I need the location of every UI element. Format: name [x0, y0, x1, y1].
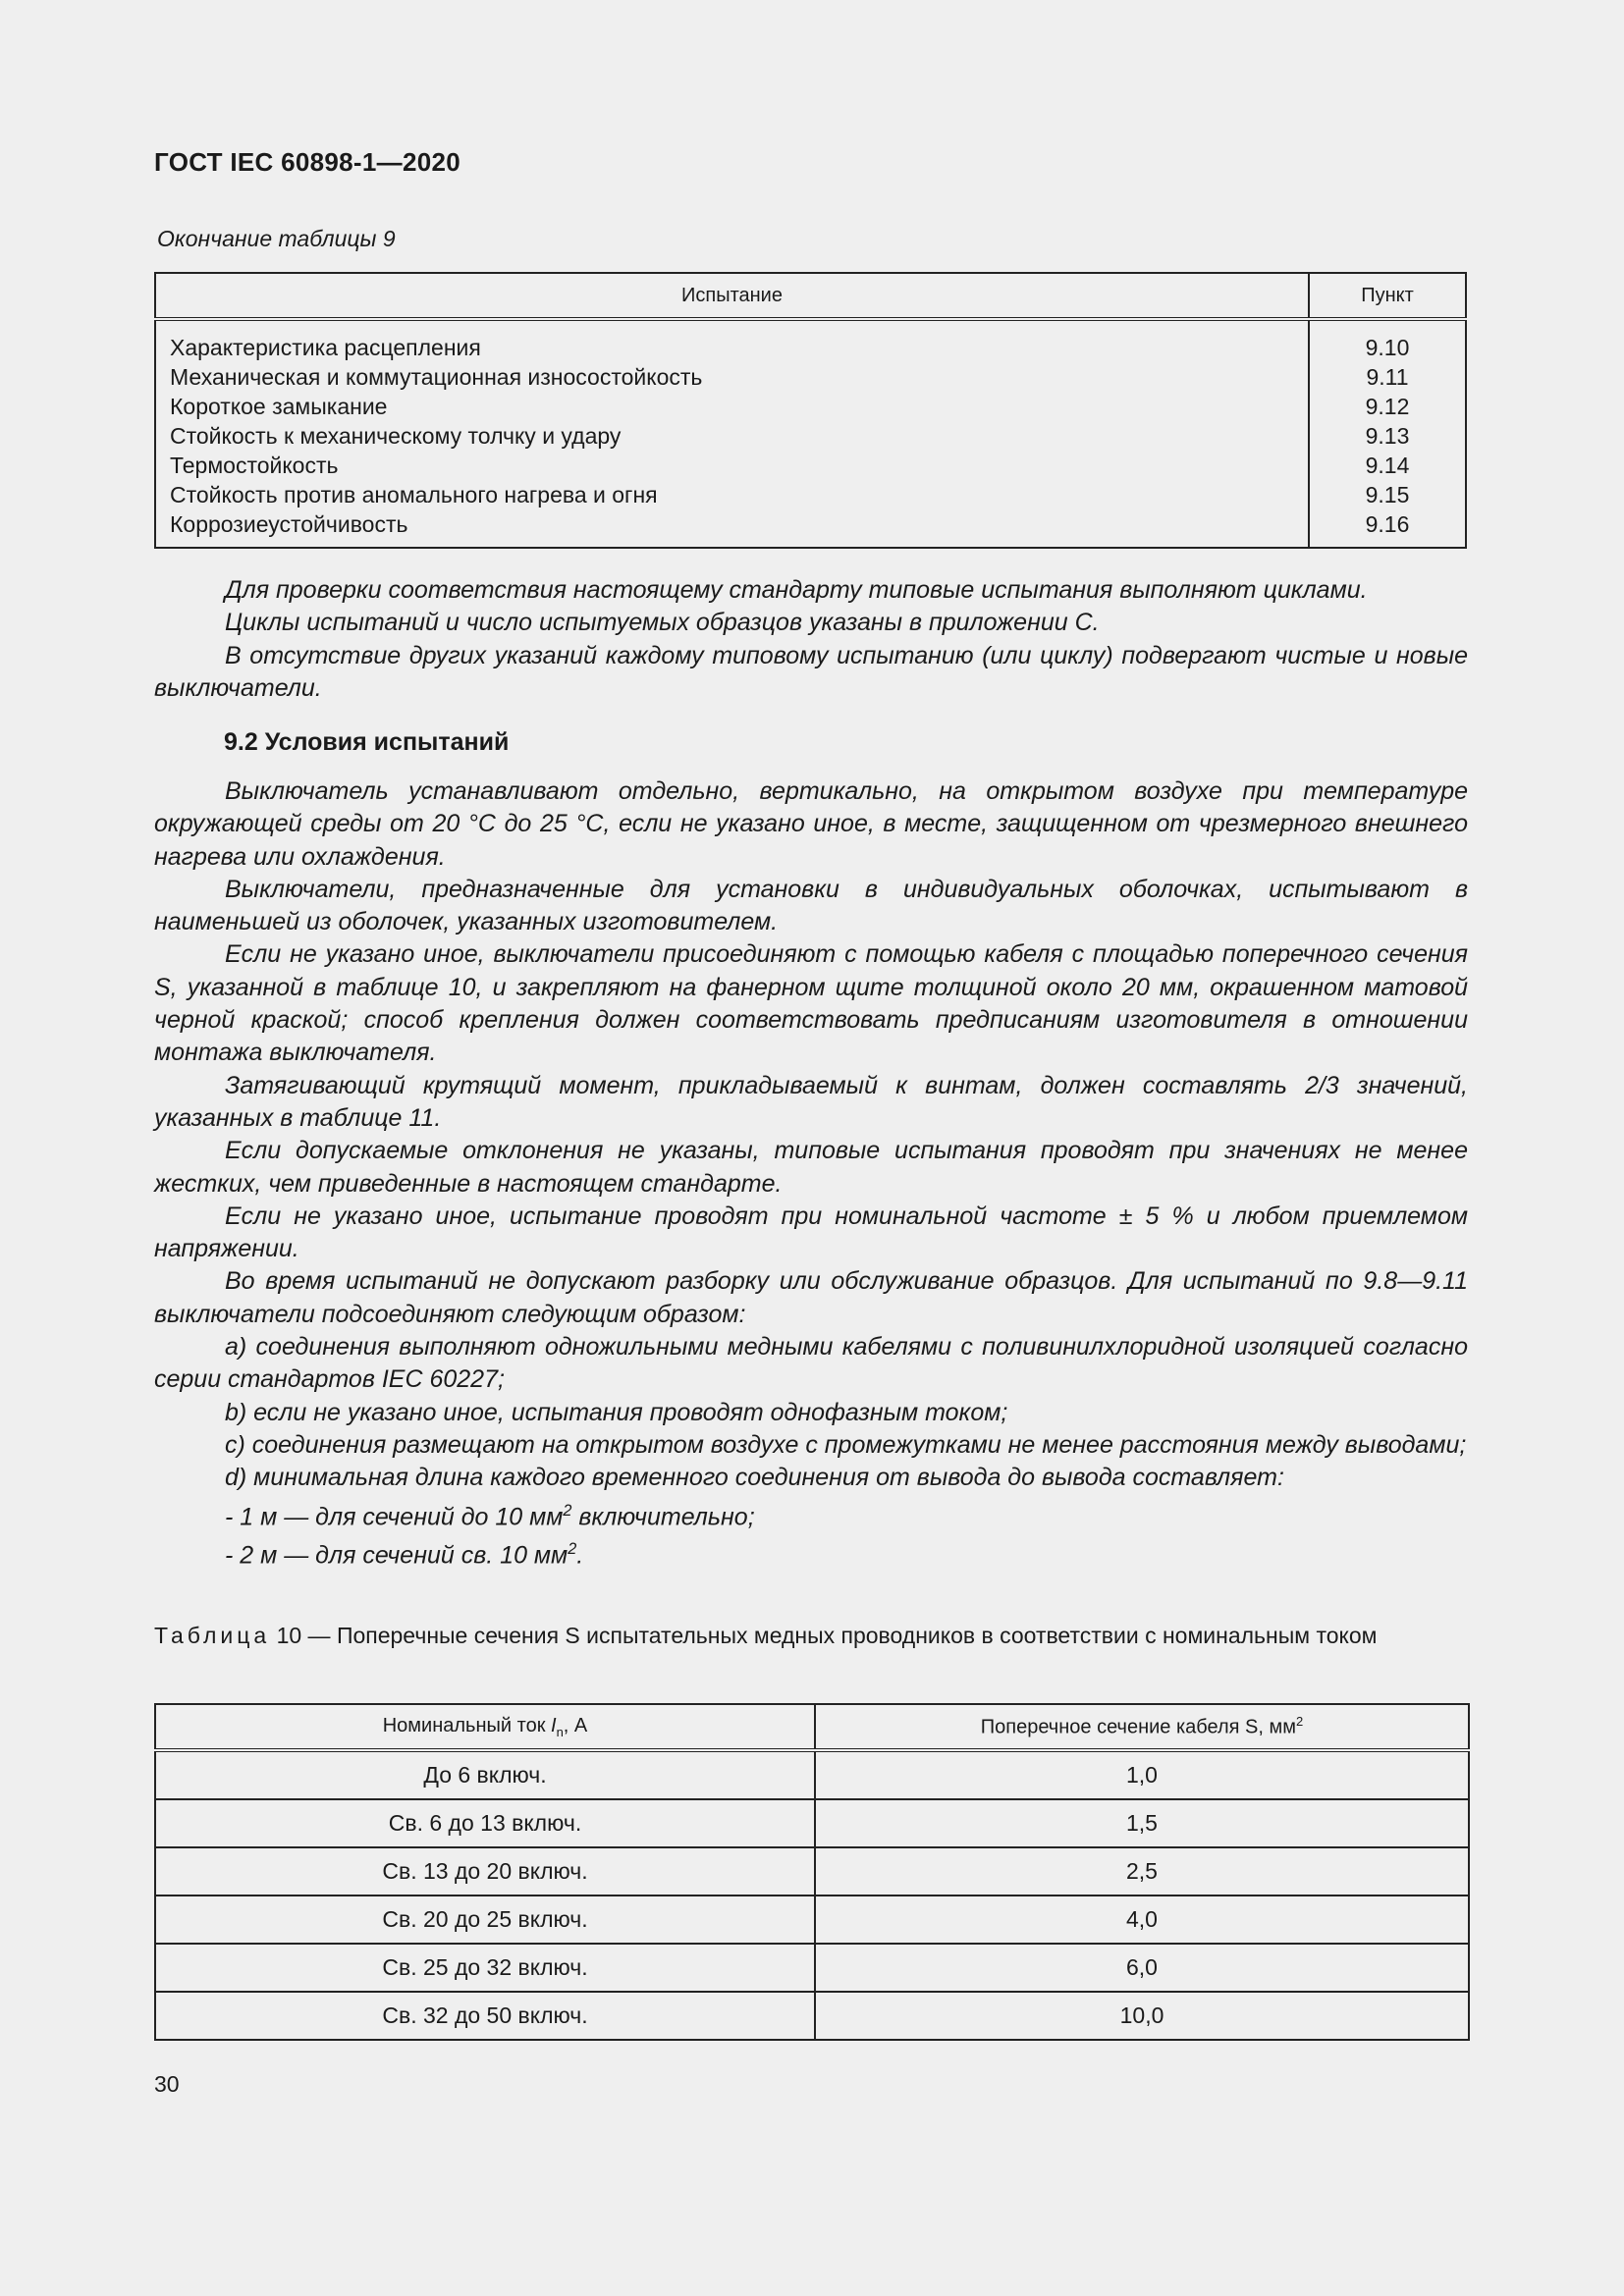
rated-current-cell: Св. 32 до 50 включ.: [155, 1992, 815, 2040]
page-number: 30: [154, 2071, 180, 2097]
cross-section-cell: 6,0: [815, 1944, 1469, 1992]
table9-clause: 9.13: [1365, 423, 1410, 449]
table-row: [155, 1847, 1469, 1896]
header-unit: , А: [563, 1714, 588, 1736]
length-rule-1: - 1 м — для сечений до 10 мм: [225, 1502, 564, 1530]
table9-clause: 9.14: [1365, 453, 1410, 478]
table10-caption-label: Таблица: [154, 1623, 271, 1648]
rated-current-cell: Св. 6 до 13 включ.: [155, 1799, 815, 1847]
table9-caption: Окончание таблицы 9: [157, 226, 396, 251]
table9-clause: 9.11: [1366, 364, 1409, 390]
section-paragraph: d) минимальная длина каждого временного соединения от вывода до вывода составляет:: [225, 1464, 1284, 1492]
header-text: Номинальный ток: [382, 1714, 551, 1736]
table9-test: Механическая и коммутационная износостойкость: [170, 364, 703, 390]
section-paragraph: Выключатели, предназначенные для установки в индивидуальных оболочках, испытывают в наименьшей из оболочек, указанных изготовителем.: [154, 875, 1468, 936]
length-rule-1-end: включительно;: [571, 1502, 755, 1530]
section-paragraph: Затягивающий крутящий момент, прикладываемый к винтам, должен составлять 2/3 значений, указанных в таблице 11.: [154, 1071, 1468, 1132]
intro-text: [154, 574, 1468, 705]
table9-tests-cell: [155, 319, 1309, 548]
section-heading: 9.2 Условия испытаний: [224, 728, 510, 756]
cross-section-cell: 2,5: [815, 1847, 1469, 1896]
intro-paragraph: В отсутствие других указаний каждому типовому испытанию (или циклу) подвергают чистые и новые выключатели.: [154, 641, 1468, 702]
intro-paragraph: Циклы испытаний и число испытуемых образцов указаны в приложении С.: [225, 609, 1100, 637]
header-text: Поперечное сечение кабеля S, мм: [980, 1716, 1296, 1738]
rated-current-cell: До 6 включ.: [155, 1750, 815, 1799]
table10-caption: [154, 1622, 1468, 1649]
length-rule-2: - 2 м — для сечений св. 10 мм: [225, 1541, 568, 1570]
section-paragraph: Если не указано иное, выключатели присоединяют с помощью кабеля с площадью поперечного сечения S, указанной в таблице 10, и закрепляют на фанерном щите толщиной около 20 мм, окрашенном матовой черной краской; способ крепления должен соответствовать предписаниям изготовителя в отношении монтажа выключателя.: [154, 940, 1468, 1067]
document-header: ГОСТ IEC 60898-1—2020: [154, 147, 460, 177]
section-paragraph: Во время испытаний не допускают разборку или обслуживание образцов. Для испытаний по 9.8—9.11 выключатели подсоединяют следующим образом:: [154, 1267, 1468, 1328]
table9-clause: 9.10: [1365, 335, 1410, 360]
current-symbol: I: [551, 1714, 557, 1736]
superscript: 2: [563, 1501, 572, 1520]
section-paragraph: b) если не указано иное, испытания проводят однофазным током;: [225, 1398, 1008, 1426]
table9-clauses-cell: [1309, 319, 1466, 548]
section-paragraph: Если допускаемые отклонения не указаны, типовые испытания проводят при значениях не менее жестких, чем приведенные в настоящем стандарте.: [154, 1137, 1468, 1198]
superscript: 2: [568, 1540, 577, 1559]
table9-test: Короткое замыкание: [170, 394, 388, 419]
section-text: [154, 775, 1468, 1573]
intro-paragraph: Для проверки соответствия настоящему стандарту типовые испытания выполняют циклами.: [225, 576, 1368, 604]
table9-header-clause: Пункт: [1309, 273, 1466, 319]
section-paragraph: Выключатель устанавливают отдельно, вертикально, на открытом воздухе при температуре окружающей среды от 20 °С до 25 °С, если не указано иное, в месте, защищенном от чрезмерного внешнего нагрева или охлаждения.: [154, 777, 1468, 871]
section-paragraph: [154, 1533, 1468, 1573]
table9-clause: 9.12: [1365, 394, 1410, 419]
section-paragraph: [154, 1495, 1468, 1534]
table10-header-section: [815, 1704, 1469, 1750]
table9-clause: 9.16: [1365, 511, 1410, 537]
table10-header-current: [155, 1704, 815, 1750]
table9-test: Характеристика расцепления: [170, 335, 481, 360]
table9-test: Стойкость против аномального нагрева и огня: [170, 482, 658, 507]
rated-current-cell: Св. 25 до 32 включ.: [155, 1944, 815, 1992]
rated-current-cell: Св. 20 до 25 включ.: [155, 1896, 815, 1944]
cross-section-cell: 1,0: [1126, 1762, 1158, 1788]
table-10: [154, 1703, 1470, 2041]
table-row: [155, 1896, 1469, 1944]
current-subscript: n: [556, 1724, 564, 1739]
section-paragraph: Если не указано иное, испытание проводят при номинальной частоте ± 5 % и любом приемлемом напряжении.: [154, 1201, 1468, 1263]
length-rule-2-end: .: [576, 1541, 584, 1570]
table-9: [154, 272, 1467, 549]
table-row: [155, 1944, 1469, 1992]
cross-section-cell: 10,0: [815, 1992, 1469, 2040]
table9-test: Коррозиеустойчивость: [170, 511, 408, 537]
table10-caption-text: 10 — Поперечные сечения S испытательных медных проводников в соответствии с номинальным током: [276, 1623, 1378, 1648]
table9-test: Термостойкость: [170, 453, 339, 478]
cross-section-cell: 4,0: [815, 1896, 1469, 1944]
header-superscript: 2: [1295, 1714, 1304, 1730]
table-row: [155, 1992, 1469, 2040]
cross-section-cell: 1,5: [815, 1799, 1469, 1847]
rated-current-cell: Св. 13 до 20 включ.: [155, 1847, 815, 1896]
table9-clause: 9.15: [1365, 482, 1410, 507]
section-paragraph: с) соединения размещают на открытом воздухе с промежутками не менее расстояния между выводами;: [225, 1430, 1467, 1459]
table9-test: Стойкость к механическому толчку и удару: [170, 423, 622, 449]
section-paragraph: а) соединения выполняют одножильными медными кабелями с поливинилхлоридной изоляцией согласно серии стандартов IEC 60227;: [154, 1333, 1468, 1394]
table-row: [155, 1799, 1469, 1847]
table-row: [155, 1750, 1469, 1799]
table9-header-test: Испытание: [155, 273, 1309, 319]
